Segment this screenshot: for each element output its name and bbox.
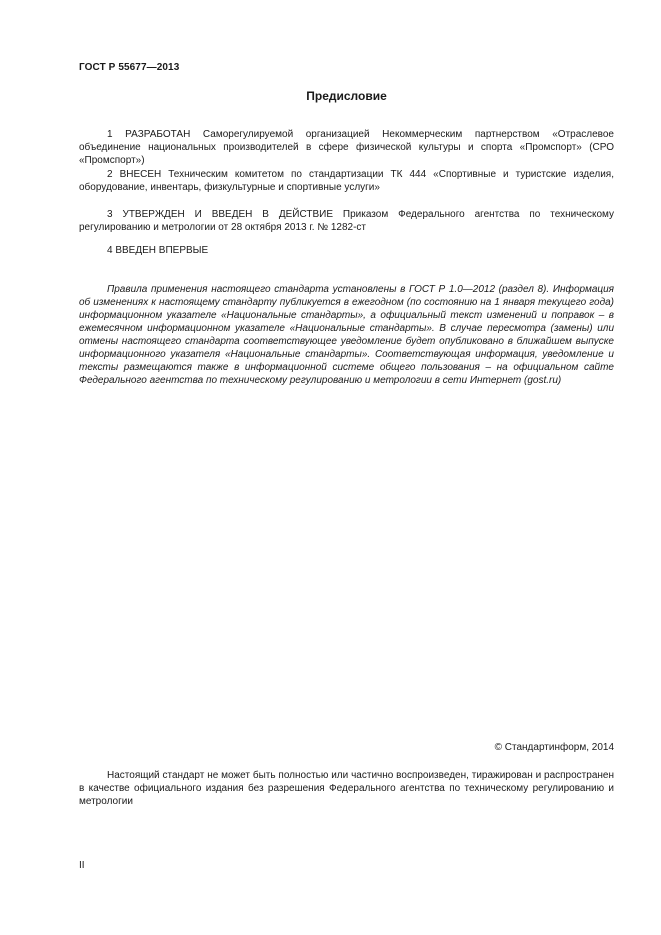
foreword-item-developed: 1 РАЗРАБОТАН Саморегулируемой организацией Некоммерческим партнерством «Отраслевое объединение национальных производителей в сфере физической культуры и спорта «Промспорт» (СРО «Промспорт») <box>79 129 614 166</box>
copyright-notice: © Стандартинформ, 2014 <box>494 742 614 753</box>
page-title: Предисловие <box>306 89 387 103</box>
reproduction-notice: Настоящий стандарт не может быть полностью или частично воспроизведен, тиражирован и распространен в качестве официального издания без разрешения Федерального агентства по техническому регулированию и метрологии <box>79 770 614 807</box>
foreword-item-submitted: 2 ВНЕСЕН Техническим комитетом по стандартизации ТК 444 «Спортивные и туристские изделия, оборудование, инвентарь, физкультурные и спортивные услуги» <box>79 169 614 193</box>
application-rules-note: Правила применения настоящего стандарта установлены в ГОСТ Р 1.0—2012 (раздел 8). Информация об изменениях к настоящему стандарту публикуется в ежегодном (по состоянию на 1 января текущего года) информационном указателе «Национальные стандарты», а официальный текст изменений и поправок – в ежемесячном информационном указателе «Национальные стандарты». В случае пересмотра (замены) или отмены настоящего стандарта соответствующее уведомление будет опубликовано в ближайшем выпуске информационного указателя «Национальные стандарты». Соответствующая информация, уведомление и тексты размещаются также в информационной системе общего пользования – на официальном сайте Федерального агентства по техническому регулированию и метрологии в сети Интернет (gost.ru) <box>79 284 614 386</box>
foreword-item-introduced: 4 ВВЕДЕН ВПЕРВЫЕ <box>107 245 209 256</box>
foreword-item-approved: 3 УТВЕРЖДЕН И ВВЕДЕН В ДЕЙСТВИЕ Приказом Федерального агентства по техническому регулированию и метрологии от 28 октября 2013 г. № 1282-ст <box>79 209 614 233</box>
document-header: ГОСТ Р 55677—2013 <box>79 62 180 73</box>
page-number: II <box>79 860 85 871</box>
